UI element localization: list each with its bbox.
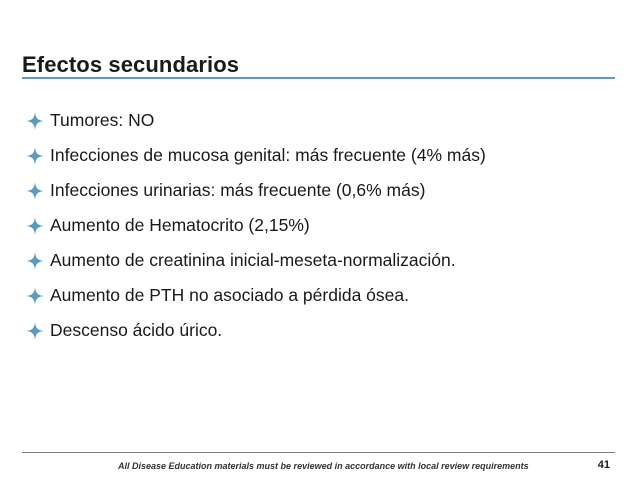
bullet-item (26, 208, 486, 243)
bullet-text: Infecciones urinarias: más frecuente (0,6% más) (50, 180, 426, 200)
four-point-star-icon (26, 217, 44, 235)
bullet-item (26, 278, 486, 313)
four-point-star-icon (26, 287, 44, 305)
bullet-text: Infecciones de mucosa genital: más frecuente (4% más) (50, 145, 486, 165)
slide-title: Efectos secundarios (22, 52, 240, 77)
four-point-star-icon (26, 322, 44, 340)
bullet-text: Aumento de creatinina inicial-meseta-normalización. (50, 250, 456, 270)
bullet-text: Descenso ácido úrico. (50, 320, 223, 340)
title-underline (22, 77, 615, 79)
bullet-item (26, 243, 486, 278)
bullet-item (26, 103, 486, 138)
four-point-star-icon (26, 252, 44, 270)
footer-divider (22, 452, 615, 453)
bullet-list (26, 103, 486, 348)
bullet-text: Aumento de PTH no asociado a pérdida ósea. (50, 285, 409, 305)
four-point-star-icon (26, 147, 44, 165)
footer-disclaimer: All Disease Education materials must be reviewed in accordance with local review requirements (118, 461, 529, 471)
bullet-text: Aumento de Hematocrito (2,15%) (50, 215, 310, 235)
bullet-item (26, 138, 486, 173)
four-point-star-icon (26, 182, 44, 200)
bullet-text: Tumores: NO (50, 110, 155, 130)
page-number: 41 (597, 459, 610, 471)
bullet-item (26, 313, 486, 348)
four-point-star-icon (26, 112, 44, 130)
bullet-item (26, 173, 486, 208)
